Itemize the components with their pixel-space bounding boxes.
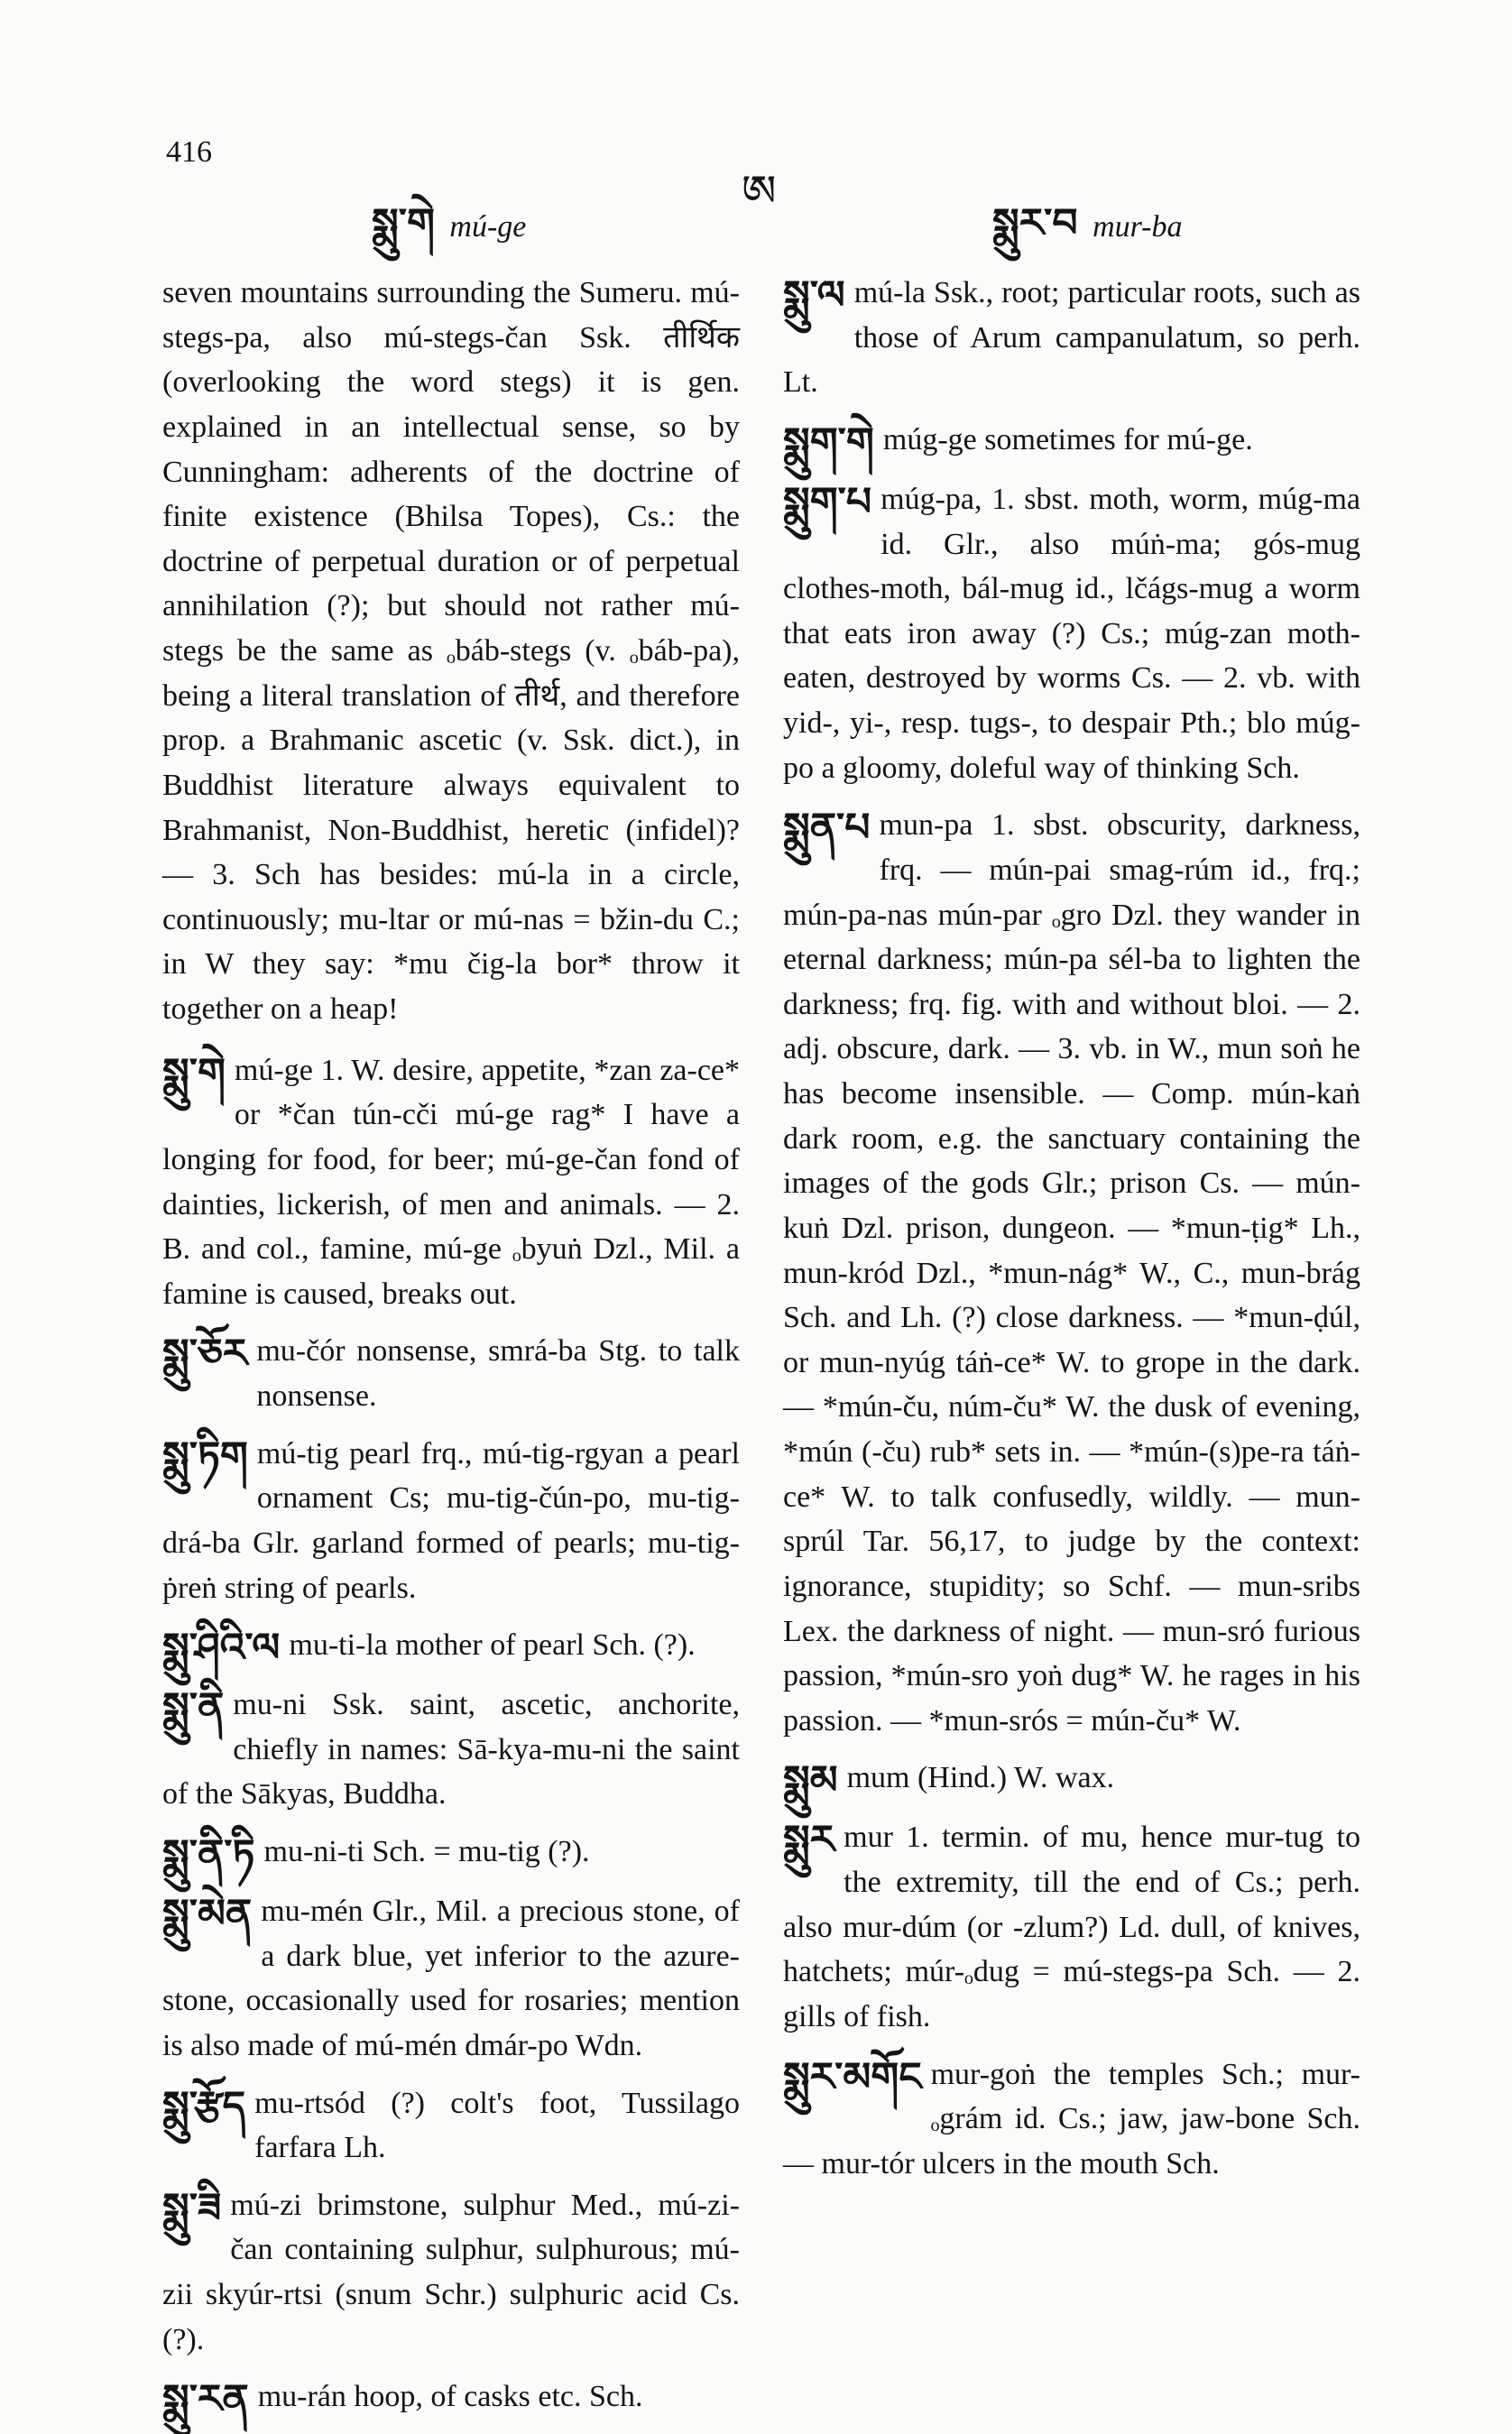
- dictionary-entry-continued: [162, 271, 740, 1032]
- tibetan-headword: སྨུ་ཤིའི་ལ: [162, 1625, 281, 1672]
- tibetan-headword: སྨུར: [783, 1817, 835, 1864]
- dictionary-entry: [783, 271, 1360, 405]
- dictionary-entry: [162, 1623, 740, 1670]
- tibetan-headword: སྨུ་མེན: [162, 1891, 253, 1937]
- dictionary-entry: [783, 2052, 1360, 2187]
- right-running-head-translit: mur-ba: [1093, 210, 1183, 244]
- tibetan-headword: སྨུ་ནི་ཏི: [162, 1831, 255, 1877]
- entry-text: mú-la Ssk., root; particular roots, such as those of Arum campanulatum, so perh. Lt.: [783, 276, 1360, 400]
- entry-text: seven mountains surrounding the Sumeru. mú-stegs-pa, also mú-stegs-čan Ssk. तीर्थिक (overlooking the word stegs) it is gen. explained in an intellectual sense, so by Cunningham: adherents of the doctrine of finite existence (Bhilsa Topes), Cs.: the doctrine of perpetual duration or of perpetual annihilation (?); but should not rather mú-stegs be the same as ₒbáb-stegs (v. ₒbáb-pa), being a literal translation of तीर्थ, and therefore prop. a Brahmanic ascetic (v. Ssk. dict.), in Buddhist literature always equivalent to Brahmanist, Non-Buddhist, heretic (infidel)? — 3. Sch has besides: mú-la in a circle, continuously; mu-ltar or mú-nas = bžin-du C.; in W they say: *mu čig-la bor* throw it together on a heap!: [162, 276, 740, 1026]
- page-number: 416: [166, 135, 212, 169]
- entry-text: mu-čór nonsense, smrá-ba Stg. to talk nonsense.: [256, 1334, 740, 1413]
- entry-text: mur-goṅ the temples Sch.; mur-ₒgrám id. Cs.; jaw, jaw-bone Sch. — mur-tór ulcers in the mouth Sch.: [783, 2057, 1360, 2180]
- dictionary-entry: [162, 1889, 740, 2069]
- section-letter: ཨ: [742, 166, 777, 217]
- tibetan-headword: སྨུག་གེ: [783, 419, 874, 466]
- entry-text: mu-ni-ti Sch. = mu-tig (?).: [263, 1835, 590, 1868]
- tibetan-headword: སྨུ་ལ: [783, 272, 845, 318]
- dictionary-entry: [783, 418, 1360, 465]
- entry-text: mú-tig pearl frq., mú-tig-rgyan a pearl ornament Cs; mu-tig-čún-po, mu-tig-drá-ba Glr. garland formed of pearls; mu-tig-ṗreṅ string of pearls.: [162, 1436, 740, 1605]
- tibetan-headword: སྨུ་གེ: [162, 1049, 226, 1096]
- entry-text: mum (Hind.) W. wax.: [846, 1761, 1115, 1795]
- dictionary-entry: [783, 803, 1360, 1743]
- tibetan-headword: སྨུ་རན: [162, 2376, 249, 2423]
- dictionary-entry: [162, 2374, 740, 2421]
- left-running-head-tibetan: སྨུ་གེ: [372, 200, 435, 246]
- dictionary-entry: [162, 1683, 740, 1817]
- dictionary-entry: [162, 1048, 740, 1317]
- tibetan-headword: སྨུན་པ: [783, 805, 871, 852]
- page-header: [0, 0, 1512, 253]
- dictionary-entry: [783, 477, 1360, 790]
- entry-text: mu-ni Ssk. saint, ascetic, anchorite, chiefly in names: Sā-kya-mu-ni the saint of the Sākyas, Buddha.: [162, 1688, 740, 1812]
- tibetan-headword: སྨུག་པ: [783, 478, 872, 525]
- dictionary-entry: [162, 2183, 740, 2363]
- left-running-head-translit: mú-ge: [449, 210, 527, 244]
- entry-text: mu-mén Glr., Mil. a precious stone, of a dark blue, yet inferior to the azure-stone, occasionally used for rosaries; mention is also made of mú-mén dmár-po Wdn.: [162, 1895, 740, 2062]
- dictionary-entry: [162, 1329, 740, 1418]
- dictionary-entry: [162, 1432, 740, 1611]
- tibetan-headword: སྨུ་ཅོར: [162, 1331, 248, 1378]
- entry-text: mu-rán hoop, of casks etc. Sch.: [257, 2380, 643, 2414]
- entry-text: mú-zi brimstone, sulphur Med., mú-zi-čan containing sulphur, sulphurous; mú-zii skyúr-rtsi (snum Schr.) sulphuric acid Cs. (?).: [162, 2188, 740, 2356]
- dictionary-entry: [783, 1756, 1360, 1802]
- tibetan-headword: སྨུ་ཏིག: [162, 1433, 248, 1480]
- entry-text: mur 1. termin. of mu, hence mur-tug to the extremity, till the end of Cs.; perh. also mur-dúm (or -zlum?) Ld. dull, of knives, hatchets; múr-ₒdug = mú-stegs-pa Sch. — 2. gills of fish.: [783, 1821, 1360, 2033]
- dictionary-entry: [162, 1830, 740, 1876]
- tibetan-headword: སྨུར་མགོང: [783, 2053, 922, 2100]
- right-running-head-tibetan: སྨུར་བ: [992, 200, 1078, 246]
- tibetan-headword: སྨུ་ཟི: [162, 2184, 222, 2231]
- entry-text: mun-pa 1. sbst. obscurity, darkness, frq. — mún-pai smag-rúm id., frq.; mún-pa-nas mún-par ₒgro Dzl. they wander in eternal darkness; mún-pa sél-ba to lighten the darkness; frq. fig. with and without bloi. — 2. adj. obscure, dark. — 3. vb. in W., mun soṅ he has become insensible. — Comp. mún-kaṅ dark room, e.g. the sanctuary containing the images of the gods Glr.; prison Cs. — mún-kuṅ Dzl. prison, dungeon. — *mun-ṭig* Lh., mun-kród Dzl., *mun-nág* W., C., mun-brág Sch. and Lh. (?) close darkness. — *mun-ḍúl, or mun-nyúg táṅ-ce* W. to grope in the dark. — *mún-ču, núm-ču* W. the dusk of evening, *mún (-ču) rub* sets in. — *mún-(s)pe-ra táṅ-ce* W. to talk confusedly, wildly. — mun-sprúl Tar. 56,17, to judge by the context: ignorance, stupidity; so Schf. — mun-sribs Lex. the darkness of night. — mun-sró furious passion, *mún-sro yoṅ dug* W. he rages in his passion. — *mun-srós = mún-ču* W.: [783, 808, 1360, 1738]
- entry-text: múg-ge sometimes for mú-ge.: [882, 422, 1253, 456]
- entry-text: mu-ti-la mother of pearl Sch. (?).: [289, 1628, 696, 1663]
- dictionary-entry: [162, 2081, 740, 2171]
- left-column: [162, 271, 740, 2434]
- tibetan-headword: སྨུ་རྩོད: [162, 2082, 246, 2129]
- right-column: [783, 271, 1360, 2199]
- tibetan-headword: སྨུ་ནི: [162, 1684, 225, 1731]
- entry-text: mú-ge 1. W. desire, appetite, *zan za-ce* or *čan tún-cči mú-ge rag* I have a longing for food, for beer; mú-ge-čan fond of dainties, lickerish, of men and animals. — 2. B. and col., famine, mú-ge ₒbyuṅ Dzl., Mil. a famine is caused, breaks out.: [162, 1053, 740, 1311]
- dictionary-entry: [783, 1815, 1360, 2039]
- entry-text: mu-rtsód (?) colt's foot, Tussilago farfara Lh.: [254, 2086, 740, 2165]
- tibetan-headword: སྨུམ: [783, 1757, 838, 1804]
- entry-text: múg-pa, 1. sbst. moth, worm, múg-ma id. Glr., also múṅ-ma; gós-mug clothes-moth, bál-mug id., lčágs-mug a worm that eats iron away (?) Cs.; múg-zan moth-eaten, destroyed by worms Cs. — 2. vb. with yid-, yi-, resp. tugs-, to despair Pth.; blo múg-po a gloomy, doleful way of thinking Sch.: [783, 482, 1360, 785]
